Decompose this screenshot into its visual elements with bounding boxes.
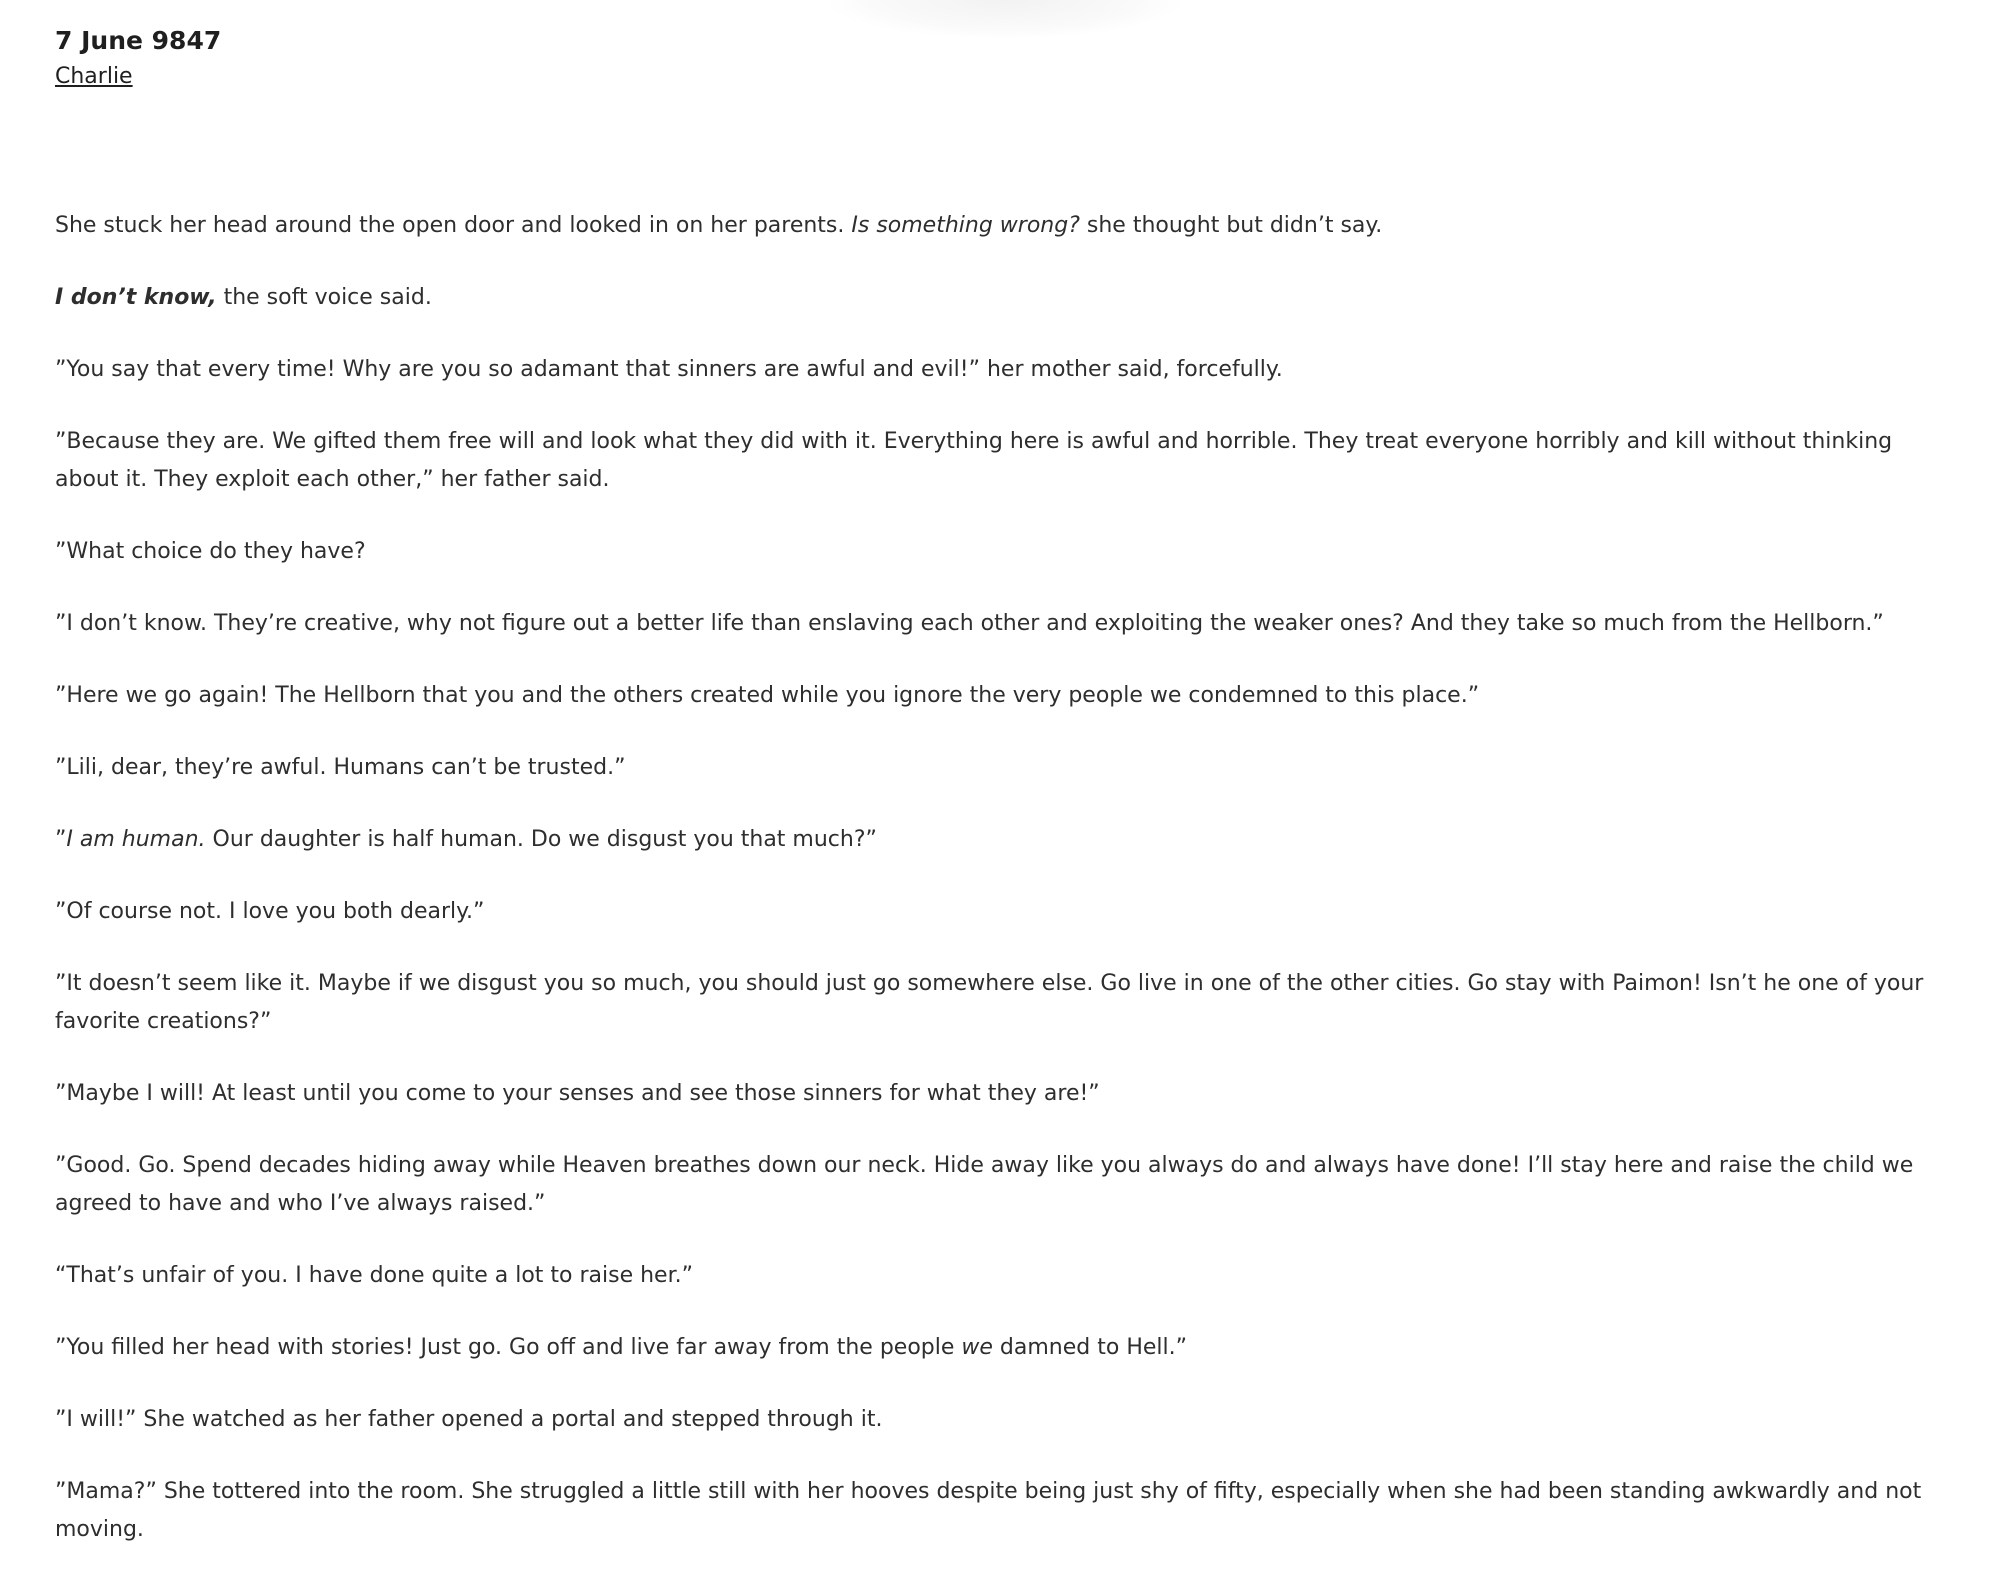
text-run: ”Lili, dear, they’re awful. Humans can’t be trusted.”	[55, 755, 626, 780]
story-paragraph	[55, 1329, 1948, 1367]
story-body	[55, 207, 1948, 1549]
story-paragraph	[55, 423, 1948, 499]
story-paragraph	[55, 279, 1948, 317]
text-run: ”You say that every time! Why are you so adamant that sinners are awful and evil!” her mother said, forcefully.	[55, 357, 1283, 382]
story-paragraph	[55, 965, 1948, 1041]
story-paragraph	[55, 1257, 1948, 1295]
author-link[interactable]: Charlie	[55, 64, 133, 89]
text-run: I am human.	[66, 827, 206, 852]
text-run: ”I don’t know. They’re creative, why not figure out a better life than enslaving each other and exploiting the weaker ones? And they take so much from the Hellborn.”	[55, 611, 1884, 636]
story-paragraph	[55, 1147, 1948, 1223]
text-run: we	[961, 1335, 993, 1360]
story-paragraph	[55, 605, 1948, 643]
text-run: the soft voice said.	[216, 285, 432, 310]
text-run: ”Maybe I will! At least until you come to your senses and see those sinners for what they are!”	[55, 1081, 1100, 1106]
text-run: ”I will!” She watched as her father opened a portal and stepped through it.	[55, 1407, 883, 1432]
story-paragraph	[55, 749, 1948, 787]
text-run: ”Here we go again! The Hellborn that you and the others created while you ignore the very people we condemned to this place.”	[55, 683, 1480, 708]
text-run: “That’s unfair of you. I have done quite a lot to raise her.”	[55, 1263, 693, 1288]
story-paragraph	[55, 1075, 1948, 1113]
text-run: ”You filled her head with stories! Just go. Go off and live far away from the people	[55, 1335, 962, 1360]
story-paragraph	[55, 677, 1948, 715]
story-paragraph	[55, 1473, 1948, 1549]
text-run: she thought but didn’t say.	[1079, 213, 1383, 238]
text-run: ”It doesn’t seem like it. Maybe if we disgust you so much, you should just go somewhere else. Go live in one of the other cities. Go stay with Paimon! Isn’t he one of your favorite creations?”	[55, 971, 1924, 1034]
story-paragraph	[55, 533, 1948, 571]
text-run: damned to Hell.”	[992, 1335, 1188, 1360]
text-run: ”Mama?” She tottered into the room. She struggled a little still with her hooves despite being just shy of fifty, especially when she had been standing awkwardly and not moving.	[55, 1479, 1922, 1542]
text-run: ”Good. Go. Spend decades hiding away while Heaven breathes down our neck. Hide away like you always do and always have done! I’ll stay here and raise the child we agreed to have and who I’ve always raised.”	[55, 1153, 1914, 1216]
story-paragraph	[55, 821, 1948, 859]
story-paragraph	[55, 1401, 1948, 1439]
text-run: She stuck her head around the open door and looked in on her parents.	[55, 213, 852, 238]
story-paragraph	[55, 207, 1948, 245]
text-run: ”	[55, 827, 67, 852]
story-paragraph	[55, 893, 1948, 931]
text-run: ”Because they are. We gifted them free will and look what they did with it. Everything here is awful and horrible. They treat everyone horribly and kill without thinking about it. They exploit each other,” her father said.	[55, 429, 1893, 492]
text-run: ”What choice do they have?	[55, 539, 366, 564]
entry-date-heading: 7 June 9847	[55, 26, 222, 55]
text-run: ”Of course not. I love you both dearly.”	[55, 899, 485, 924]
text-run: Is something wrong?	[851, 213, 1080, 238]
text-run: Our daughter is half human. Do we disgust you that much?”	[205, 827, 877, 852]
entry-header	[55, 26, 1948, 90]
story-paragraph	[55, 351, 1948, 389]
text-run: I don’t know,	[55, 285, 217, 310]
